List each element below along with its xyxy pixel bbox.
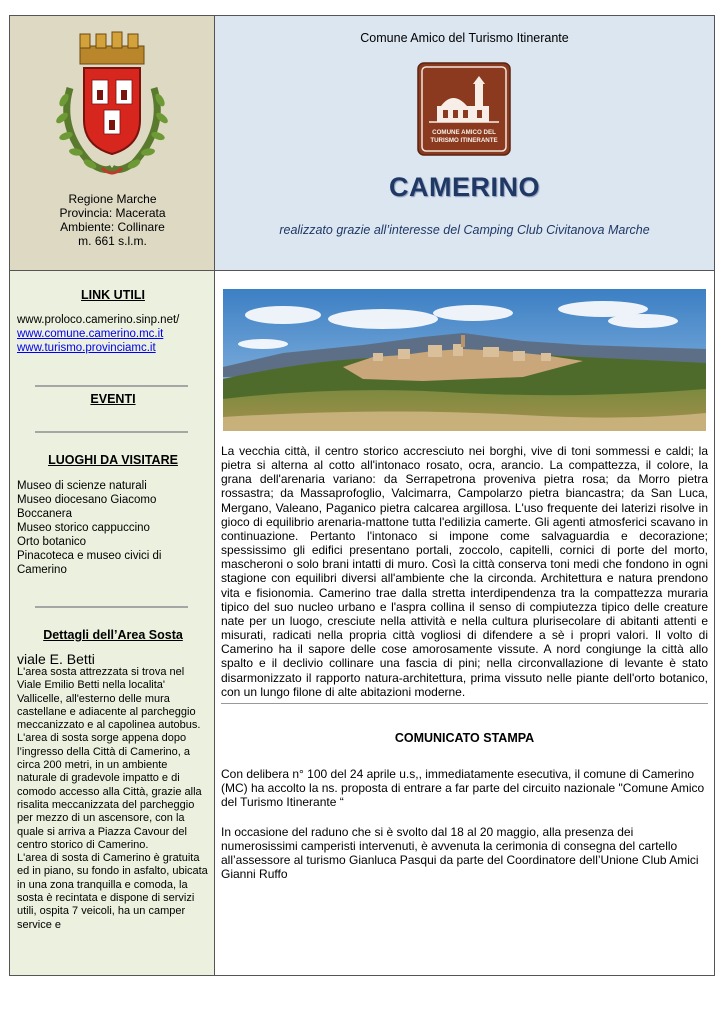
press-paragraph: Con delibera n° 100 del 24 aprile u.s,, immediatamente esecutiva, il comune di Camerino (MC) ha accolto la ns. proposta di entrare a far parte del circuito nazionale "Comune Amico del Turismo Itinerante “	[221, 767, 705, 809]
divider	[35, 606, 188, 608]
amico-title: Comune Amico del Turismo Itinerante	[360, 31, 569, 45]
area-name: viale E. Betti	[17, 651, 95, 667]
logo-text-line2: TURISMO ITINERANTE	[430, 137, 498, 144]
province-line: Provincia: Macerata	[59, 206, 166, 220]
environment-line: Ambiente: Collinare	[60, 220, 165, 234]
link-section	[17, 288, 209, 355]
luoghi-section	[17, 453, 209, 577]
divider	[35, 431, 188, 433]
area-paragraph: L'area di sosta sorge appena dopo l’ingresso della Città di Camerino, a circa 200 metri, in un ambiente naturale di gradevole impatto e di comodo accesso alla Città, grazie alla risalita meccanizzata del parcheggio per mezzo di un ascensore, con la quale si arriva a Piazza Cavour del centro storico di Camerino.	[17, 732, 202, 851]
eventi-heading: EVENTI	[90, 392, 136, 406]
area-section	[17, 628, 209, 932]
camerino-panorama-image	[223, 289, 706, 431]
subtitle: realizzato grazie all’interesse del Camping Club Civitanova Marche	[279, 223, 650, 237]
divider	[35, 385, 188, 387]
press-title: COMUNICATO STAMPA	[394, 731, 535, 745]
region-info	[10, 192, 215, 248]
logo-text-line1: COMUNE AMICO DEL	[432, 129, 496, 136]
link-heading: LINK UTILI	[81, 288, 145, 302]
luoghi-heading: LUOGHI DA VISITARE	[48, 453, 178, 467]
list-item: Museo storico cappuccino	[17, 522, 150, 534]
area-heading: Dettagli dell’Area Sosta	[43, 628, 183, 642]
divider	[221, 703, 708, 704]
link-comune[interactable]: www.comune.camerino.mc.it	[17, 328, 164, 340]
header-right-cell	[215, 16, 714, 271]
area-paragraph: L'area di sosta di Camerino è gratuita ed in piano, su fondo in asfalto, ubicata in una zona tranquilla e comoda, la sosta è recintata e dispone di servizi utili, ospita 7 veicoli, ha un camper service e	[17, 852, 208, 931]
link-turismo[interactable]: www.turismo.provinciamc.it	[17, 342, 156, 354]
list-item: Orto botanico	[17, 536, 87, 548]
eventi-section	[17, 392, 209, 406]
town-title: CAMERINO	[389, 172, 540, 202]
main-content	[215, 271, 714, 975]
sidebar	[10, 271, 215, 975]
comune-amico-logo-icon	[417, 62, 511, 156]
description-text: La vecchia città, il centro storico accresciuto nei borghi, vive di toni sommessi e caldi; la pietra si alterna al cotto all'intonaco rosato, ocra, arancio. La compattezza, il colore, la grana dell'arenaria variano: da Serrapetrona proveniva pietra rosa; da Morro pietra rossastra; da Massaprofoglio, Valcimarra, Campolarzo pietra biancastra; da San Luca, Mergano, Valeano, Paganico pietra calcarea argillosa. L'uso frequente dei laterizi risolve in gioco di equilibrio arenaria-mattone tutta l'edilizia camerte. Gli agenti atmosferici scavano in continuazione. Pertanto l'intonaco si impone come salvaguardia e decorazione; spessissimo gli edifici presentano portali, zoccolo, capitelli, cornici di porte del morto, mascheroni o solo brani intatti di muro. Così la città conserva toni medi che fondono in ogni stagione con equilibri diversi all'ambiente che la circonda. Architettura e natura prendono vita e fisionomia. Camerino trae dalla stretta interdipendenza tra la compattezza muraria tipico del suo nucleo urbano e l'aspra collina il senso di compiutezza tipico delle creature nate per un luogo, cresciute nella attività e nella cultura plurisecolare di abitanti attenti e misurati, radicati nella propria città vogliosi di difendere a sè i propri valori. Il volto di Camerino ha il sapore delle cose amorosamente vissute. A nord congiunge la città allo spalto e il declivio collinare una fascia di pini; nella circonvallazione di levante è stato disarmonizzato il rapporto natura-architettura, prima vissuto nelle piante dell'orto botanico, con un lungo filone di alte abitazioni moderne.	[221, 444, 708, 699]
list-item: Museo di scienze naturali	[17, 480, 147, 492]
page-frame	[9, 15, 715, 976]
press-paragraph: In occasione del raduno che si è svolto dal 18 al 20 maggio, alla presenza dei numerosissimi camperisti intervenuti, è avvenuta la cerimonia di consegna del cartello all’assessore al turismo Gianluca Pasqui da parte del Coordinatore dell’Unione Club Amici Gianni Ruffo	[221, 825, 699, 881]
coat-of-arms-icon	[50, 28, 174, 180]
area-paragraph: L'area sosta attrezzata si trova nel Viale Emilio Betti nella localita' Vallicelle, all'esterno delle mura castellane e adiacente al parcheggio meccanizzato e al capolinea autobus.	[17, 666, 201, 732]
list-item: Museo diocesano Giacomo Boccanera	[17, 494, 157, 520]
region-line: Regione Marche	[68, 192, 157, 206]
altitude-line: m. 661 s.l.m.	[78, 234, 147, 248]
link-proloco[interactable]: www.proloco.camerino.sinp.net/	[17, 314, 180, 326]
list-item: Pinacoteca e museo civici di Camerino	[17, 550, 162, 576]
header-left-cell	[10, 16, 215, 271]
